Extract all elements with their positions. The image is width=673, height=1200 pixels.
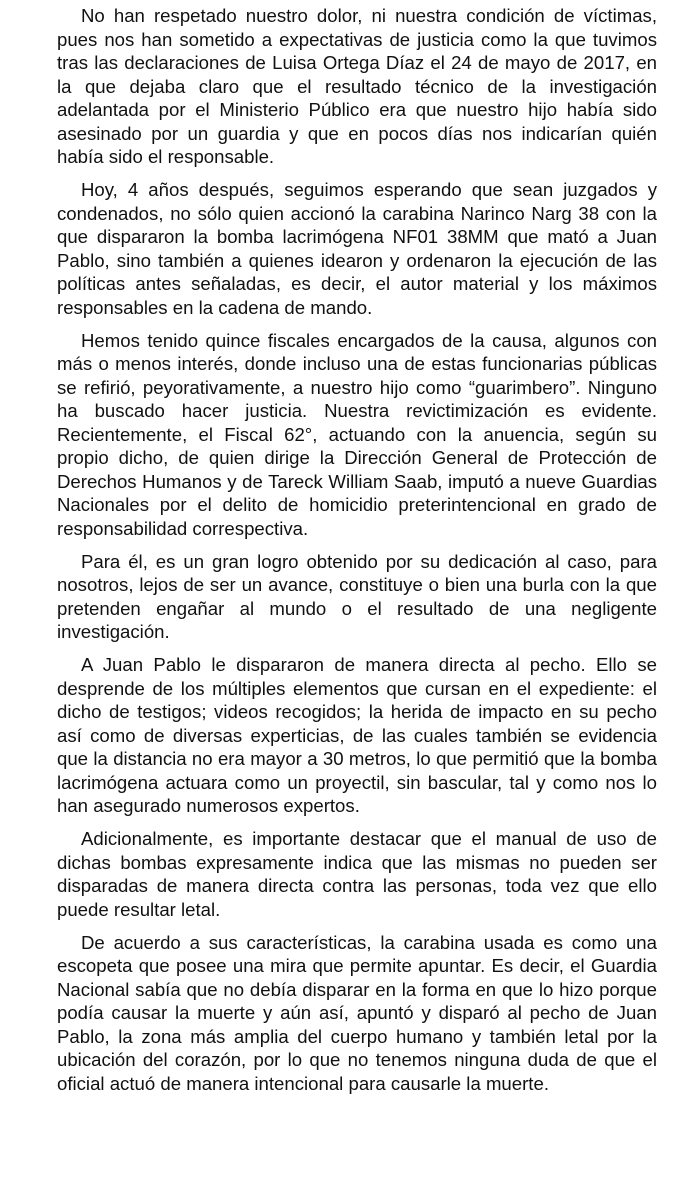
paragraph-1: No han respetado nuestro dolor, ni nuestra condición de víctimas, pues nos han sometido a expectativas de justicia como la que tuvimos tras las declaraciones de Luisa Ortega Díaz el 24 de mayo de 2017, en la que dejaba claro que el resultado técnico de la investigación adelantada por el Ministerio Público era que nuestro hijo había sido asesinado por un guardia y que en pocos días nos indicarían quién había sido el responsable. [57, 5, 657, 167]
paragraph-3: Hemos tenido quince fiscales encargados de la causa, algunos con más o menos interés, donde incluso una de estas funcionarias públicas se refirió, peyorativamente, a nuestro hijo como “guarimbero”. Ninguno ha buscado hacer justicia. Nuestra revictimización es evidente. Recientemente, el Fiscal 62°, actuando con la anuencia, según su propio dicho, de quien dirige la Dirección General de Protección de Derechos Humanos y de Tareck William Saab, imputó a nueve Guardias Nacionales por el delito de homicidio preterintencional en grado de responsabilidad correspectiva. [57, 329, 657, 539]
paragraph-7: De acuerdo a sus características, la carabina usada es como una escopeta que posee una mira que permite apuntar. Es decir, el Guardia Nacional sabía que no debía disparar en la forma en que lo hizo porque podía causar la muerte y aún así, apuntó y disparó al pecho de Juan Pablo, la zona más amplia del cuerpo humano y también letal por la ubicación del corazón, por lo que no tenemos ninguna duda de que el oficial actuó de manera intencional para causarle la muerte. [57, 931, 657, 1094]
paragraph-2: Hoy, 4 años después, seguimos esperando que sean juzgados y condenados, no sólo quien accionó la carabina Narinco Narg 38 con la que dispararon la bomba lacrimógena NF01 38MM que mató a Juan Pablo, sino también a quienes idearon y ordenaron la ejecución de las políticas antes señaladas, es decir, el autor material y los máximos responsables en la cadena de mando. [57, 179, 657, 318]
paragraph-5: A Juan Pablo le dispararon de manera directa al pecho. Ello se desprende de los múltiples elementos que cursan en el expediente: el dicho de testigos; videos recogidos; la herida de impacto en su pecho así como de diversas experticias, de las cuales también se evidencia que la distancia no era mayor a 30 metros, lo que permitió que la bomba lacrimógena actuara como un proyectil, sin bascular, tal y como nos lo han asegurado numerosos expertos. [57, 654, 657, 816]
paragraph-4: Para él, es un gran logro obtenido por su dedicación al caso, para nosotros, lejos de ser un avance, constituye o bien una burla con la que pretenden engañar al mundo o el resultado de una negligente investigación. [57, 550, 657, 642]
paragraph-6: Adicionalmente, es importante destacar que el manual de uso de dichas bombas expresamente indica que las mismas no pueden ser disparadas de manera directa contra las personas, toda vez que ello puede resultar letal. [57, 828, 657, 920]
